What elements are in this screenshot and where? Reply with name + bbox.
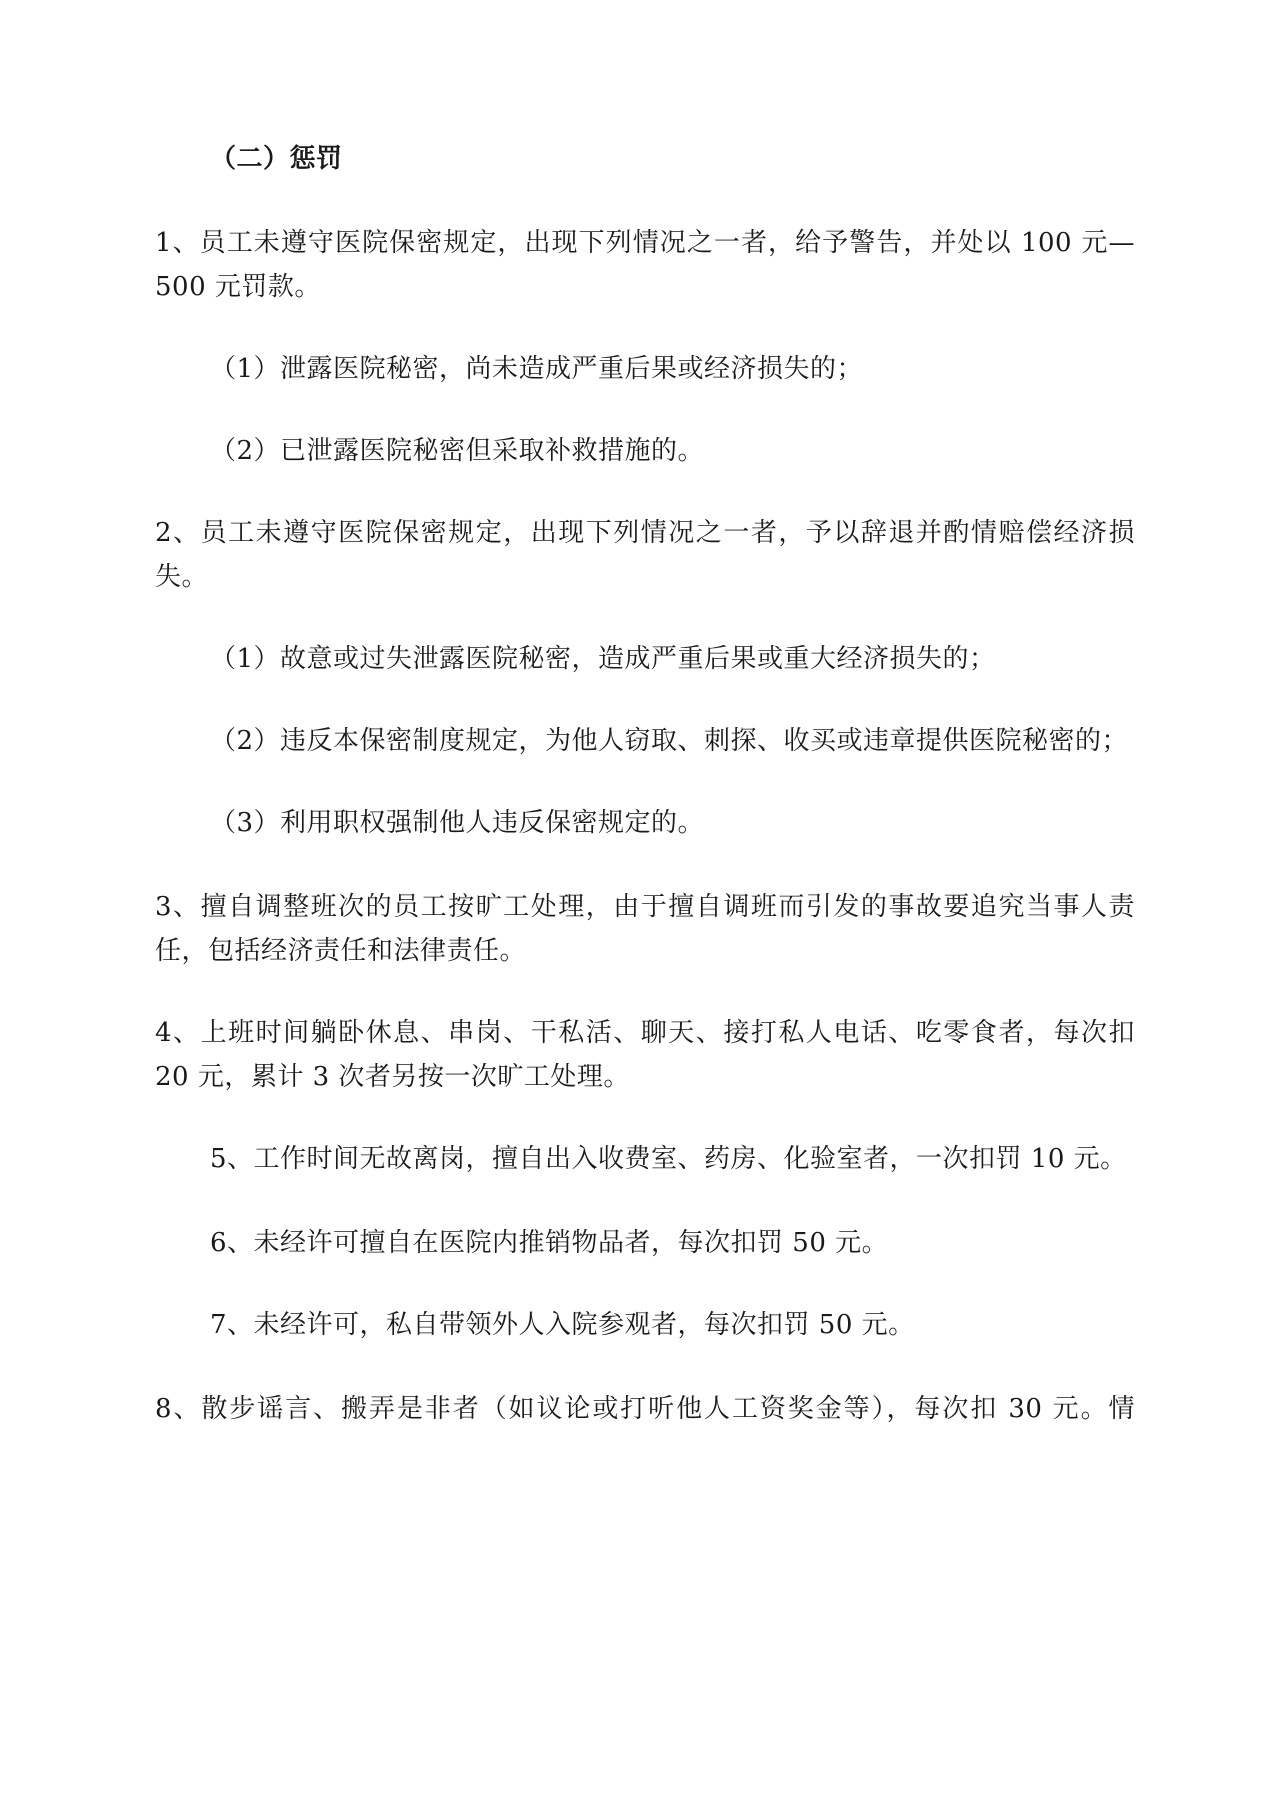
clause-4-line-2: 20 元，累计 3 次者另按一次旷工处理。 [155, 1062, 630, 1092]
clause-3-line-2: 任，包括经济责任和法律责任。 [155, 936, 527, 966]
clause-1-item-2: （2）已泄露医院秘密但采取补救措施的。 [210, 436, 705, 466]
clause-2-item-2: （2）违反本保密制度规定，为他人窃取、刺探、收买或违章提供医院秘密的； [210, 726, 1129, 756]
clause-1-item-1: （1）泄露医院秘密，尚未造成严重后果或经济损失的； [210, 354, 864, 384]
clause-2-line-1: 2、员工未遵守医院保密规定，出现下列情况之一者，予以辞退并酌情赔偿经济损 [155, 518, 1135, 548]
clause-4-line-1: 4、上班时间躺卧休息、串岗、干私活、聊天、接打私人电话、吃零食者，每次扣 [155, 1018, 1135, 1048]
clause-5: 5、工作时间无故离岗，擅自出入收费室、药房、化验室者，一次扣罚 10 元。 [210, 1144, 1127, 1174]
clause-2-item-3: （3）利用职权强制他人违反保密规定的。 [210, 808, 705, 838]
clause-8-line-1: 8、散步谣言、搬弄是非者（如议论或打听他人工资奖金等），每次扣 30 元。情 [155, 1394, 1135, 1424]
clause-2-item-1: （1）故意或过失泄露医院秘密，造成严重后果或重大经济损失的； [210, 644, 996, 674]
clause-2-line-2: 失。 [155, 562, 209, 592]
clause-1-line-2: 500 元罚款。 [155, 272, 321, 302]
section-title: （二）惩罚 [210, 144, 343, 174]
clause-7: 7、未经许可，私自带领外人入院参观者，每次扣罚 50 元。 [210, 1310, 915, 1340]
clause-6: 6、未经许可擅自在医院内推销物品者，每次扣罚 50 元。 [210, 1228, 889, 1258]
clause-1-line-1: 1、员工未遵守医院保密规定，出现下列情况之一者，给予警告，并处以 100 元— [155, 228, 1135, 258]
clause-3-line-1: 3、擅自调整班次的员工按旷工处理，由于擅自调班而引发的事故要追究当事人责 [155, 892, 1135, 922]
